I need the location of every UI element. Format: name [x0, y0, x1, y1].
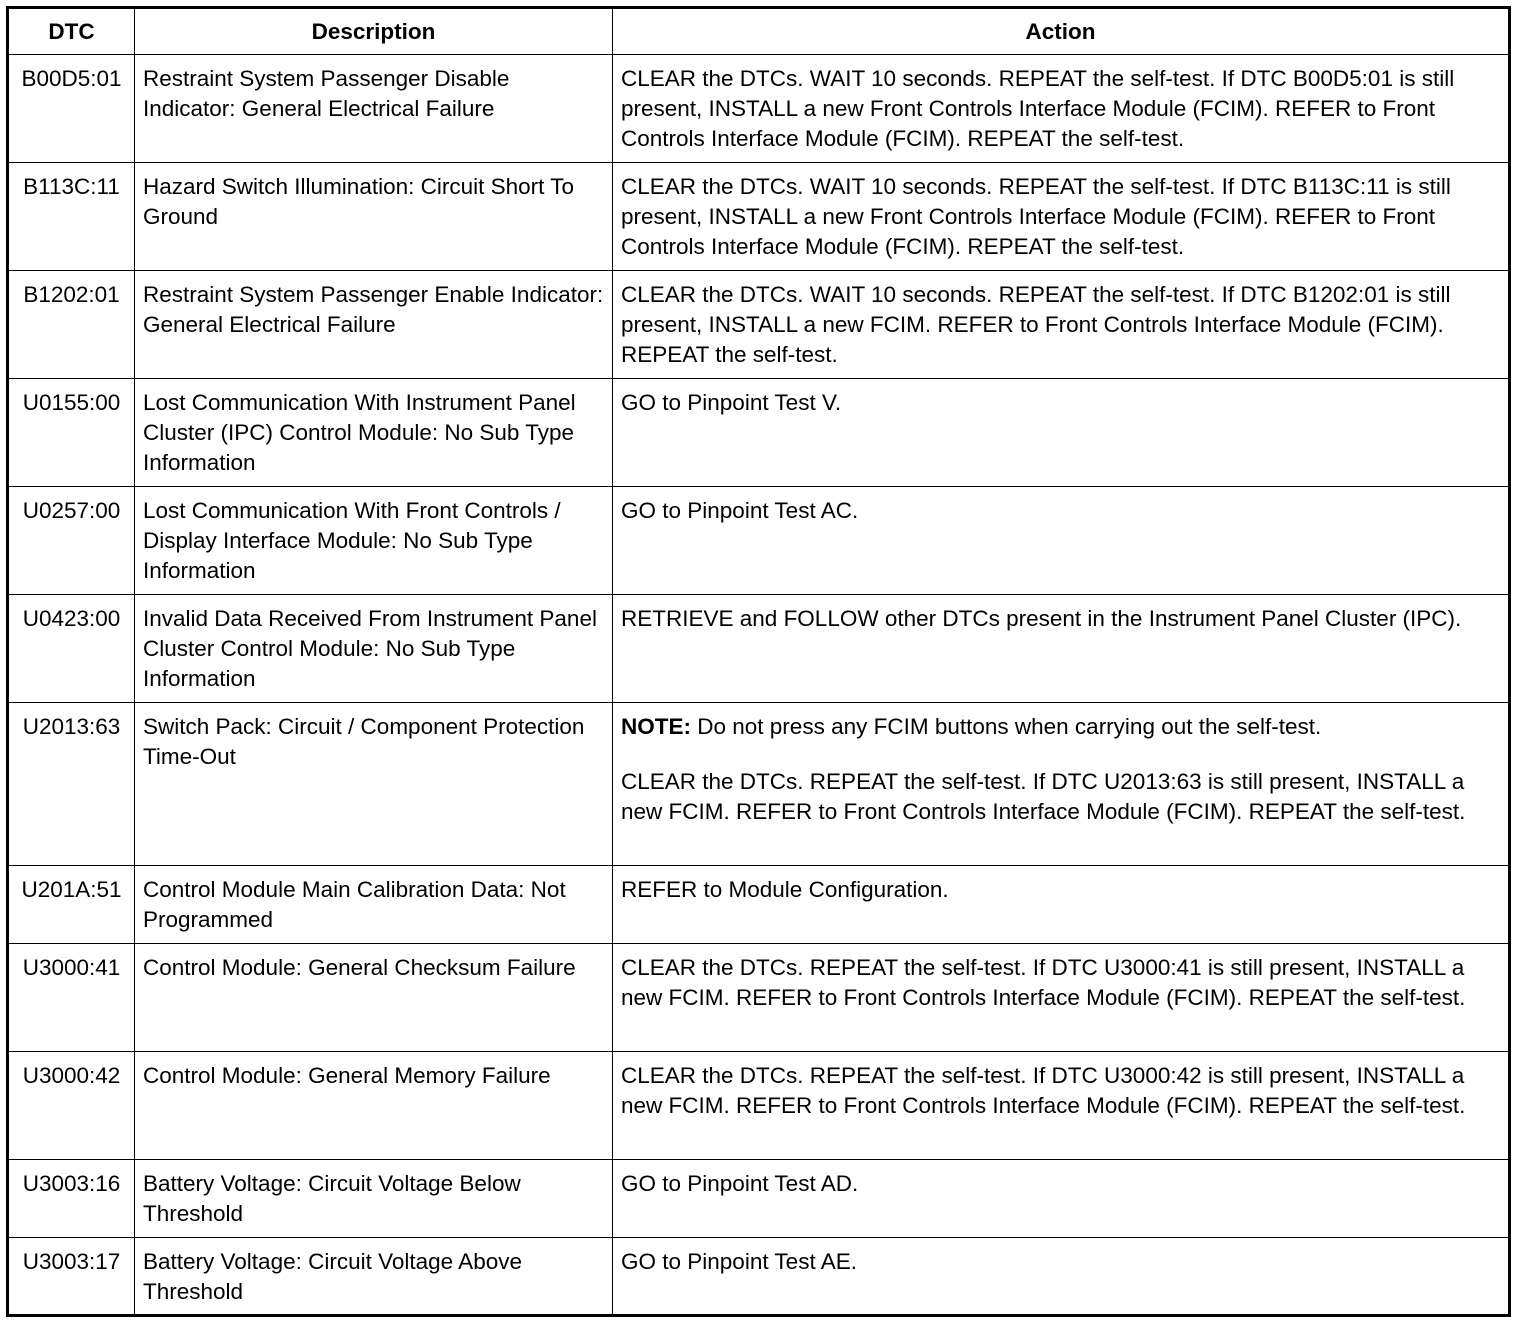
- dtc-code: B1202:01: [8, 271, 135, 379]
- dtc-action: CLEAR the DTCs. REPEAT the self-test. If DTC U3000:42 is still present, INSTALL a new FCIM. REFER to Front Controls Interface Module (FCIM). REPEAT the self-test.: [613, 1052, 1510, 1160]
- dtc-code: U3000:41: [8, 944, 135, 1052]
- dtc-code: U3000:42: [8, 1052, 135, 1160]
- dtc-action: CLEAR the DTCs. REPEAT the self-test. If DTC U3000:41 is still present, INSTALL a new FCIM. REFER to Front Controls Interface Module (FCIM). REPEAT the self-test.: [613, 944, 1510, 1052]
- dtc-code: U0257:00: [8, 487, 135, 595]
- dtc-code: B113C:11: [8, 163, 135, 271]
- dtc-action: RETRIEVE and FOLLOW other DTCs present in the Instrument Panel Cluster (IPC).: [613, 595, 1510, 703]
- dtc-description: Hazard Switch Illumination: Circuit Short To Ground: [135, 163, 613, 271]
- dtc-description: Battery Voltage: Circuit Voltage Below Threshold: [135, 1160, 613, 1238]
- dtc-description: Switch Pack: Circuit / Component Protection Time-Out: [135, 703, 613, 866]
- dtc-description: Battery Voltage: Circuit Voltage Above Threshold: [135, 1238, 613, 1316]
- dtc-action: GO to Pinpoint Test AE.: [613, 1238, 1510, 1316]
- dtc-action: CLEAR the DTCs. WAIT 10 seconds. REPEAT the self-test. If DTC B1202:01 is still present, INSTALL a new FCIM. REFER to Front Controls Interface Module (FCIM). REPEAT the self-test.: [613, 271, 1510, 379]
- dtc-action: GO to Pinpoint Test AD.: [613, 1160, 1510, 1238]
- dtc-action: GO to Pinpoint Test AC.: [613, 487, 1510, 595]
- dtc-code: U0423:00: [8, 595, 135, 703]
- table-row: [8, 379, 1510, 487]
- dtc-code: U3003:17: [8, 1238, 135, 1316]
- dtc-code: B00D5:01: [8, 55, 135, 163]
- table-row: [8, 595, 1510, 703]
- table-row: [8, 1160, 1510, 1238]
- dtc-code: U0155:00: [8, 379, 135, 487]
- dtc-description: Invalid Data Received From Instrument Panel Cluster Control Module: No Sub Type Information: [135, 595, 613, 703]
- table-row: [8, 55, 1510, 163]
- table-row: [8, 271, 1510, 379]
- table-row: [8, 1238, 1510, 1316]
- table-row: [8, 487, 1510, 595]
- dtc-code: U3003:16: [8, 1160, 135, 1238]
- table-row: [8, 163, 1510, 271]
- dtc-description: Restraint System Passenger Enable Indicator: General Electrical Failure: [135, 271, 613, 379]
- dtc-code: U201A:51: [8, 866, 135, 944]
- dtc-description: Restraint System Passenger Disable Indicator: General Electrical Failure: [135, 55, 613, 163]
- table-row: [8, 866, 1510, 944]
- dtc-description: Control Module Main Calibration Data: Not Programmed: [135, 866, 613, 944]
- dtc-action: GO to Pinpoint Test V.: [613, 379, 1510, 487]
- action-note: [621, 712, 1500, 742]
- dtc-action: CLEAR the DTCs. WAIT 10 seconds. REPEAT the self-test. If DTC B00D5:01 is still present, INSTALL a new Front Controls Interface Module (FCIM). REFER to Front Controls Interface Module (FCIM). REPEAT the self-test.: [613, 55, 1510, 163]
- header-action: Action: [613, 8, 1510, 55]
- table-header-row: [8, 8, 1510, 55]
- action-text: CLEAR the DTCs. REPEAT the self-test. If DTC U2013:63 is still present, INSTALL a new FCIM. REFER to Front Controls Interface Module (FCIM). REPEAT the self-test.: [621, 769, 1466, 824]
- dtc-description: Control Module: General Checksum Failure: [135, 944, 613, 1052]
- note-text: Do not press any FCIM buttons when carrying out the self-test.: [691, 714, 1322, 739]
- dtc-description: Lost Communication With Front Controls / Display Interface Module: No Sub Type Information: [135, 487, 613, 595]
- dtc-table: [6, 6, 1511, 1317]
- dtc-code: U2013:63: [8, 703, 135, 866]
- dtc-action: CLEAR the DTCs. WAIT 10 seconds. REPEAT the self-test. If DTC B113C:11 is still present, INSTALL a new Front Controls Interface Module (FCIM). REFER to Front Controls Interface Module (FCIM). REPEAT the self-test.: [613, 163, 1510, 271]
- dtc-action: REFER to Module Configuration.: [613, 866, 1510, 944]
- table-row: [8, 944, 1510, 1052]
- dtc-description: Lost Communication With Instrument Panel Cluster (IPC) Control Module: No Sub Type Information: [135, 379, 613, 487]
- header-description: Description: [135, 8, 613, 55]
- table-row: [8, 1052, 1510, 1160]
- header-dtc: DTC: [8, 8, 135, 55]
- dtc-description: Control Module: General Memory Failure: [135, 1052, 613, 1160]
- note-label: NOTE:: [621, 714, 691, 739]
- dtc-action: [613, 703, 1510, 866]
- table-row: [8, 703, 1510, 866]
